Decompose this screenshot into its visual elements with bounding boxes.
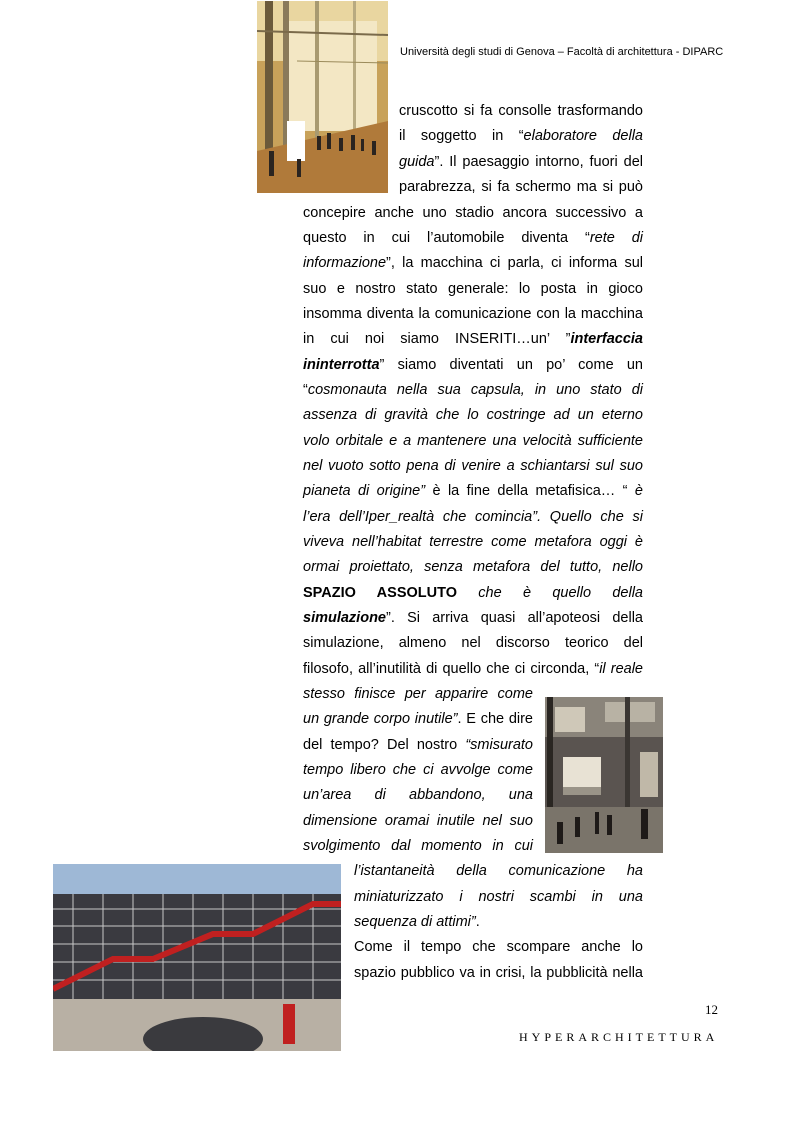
text-line [354, 935, 643, 959]
text-line [303, 251, 643, 275]
text-line [303, 631, 643, 655]
text-run: simulazione, almeno nel discorso teorico del [303, 635, 643, 651]
text-run: stesso finisce per apparire come [303, 686, 533, 702]
text-run: concepire anche uno stadio ancora successivo a [303, 205, 643, 221]
text-run: questo in cui l’automobile diventa “ [303, 230, 590, 246]
text-line [303, 353, 643, 377]
text-line [303, 809, 533, 833]
text-run: parabrezza, si fa schermo ma si può [399, 179, 643, 195]
text-line [303, 505, 643, 529]
text-run: un grande corpo inutile” [303, 711, 458, 727]
text-run: ” siamo diventati un po’ come un [379, 357, 643, 373]
text-run: l’istantaneità della comunicazione ha [354, 863, 643, 879]
text-line [399, 99, 643, 123]
text-run: informazione [303, 255, 387, 271]
text-run: è la fine della metafisica… “ [425, 483, 635, 499]
text-run: ”. Si arriva quasi all’apoteosi della [386, 610, 643, 626]
text-line [303, 834, 533, 858]
page-header: Università degli studi di Genova – Facoltà di architettura - DIPARC [400, 46, 724, 58]
interior-hall-photo [257, 1, 388, 193]
text-line [303, 783, 533, 807]
text-line [303, 277, 643, 301]
text-line [303, 327, 643, 351]
text-run: ”, la macchina ci parla, ci informa sul [386, 255, 643, 271]
text-line [303, 581, 643, 605]
text-line [303, 302, 643, 326]
text-run: interfaccia [570, 331, 643, 347]
text-line [399, 150, 643, 174]
text-run: dimensione oramai inutile nel suo [303, 813, 533, 829]
text-line [303, 758, 533, 782]
text-run: . E che dire [457, 711, 533, 727]
text-run: tempo libero che ci avvolge come [303, 762, 533, 778]
exhibition-space-photo [545, 697, 663, 853]
text-run: “smisurato [465, 737, 533, 753]
text-line [303, 429, 643, 453]
text-run: rete di [589, 230, 643, 246]
text-run: viveva nell’habitat terrestre come metafora oggi è [303, 534, 643, 550]
text-line [303, 707, 533, 731]
text-run: volo orbitale e a mantenere una velocità sufficiente [303, 433, 643, 449]
text-run: suo e nostro stato generale: lo posta in gioco [303, 281, 643, 297]
text-run: in cui noi siamo INSERITI…un’ ” [303, 331, 571, 347]
text-run: un’area di abbandono, una [303, 787, 533, 803]
text-line [303, 403, 643, 427]
text-run: guida [399, 154, 435, 170]
text-line [303, 226, 643, 250]
text-run: elaboratore della [523, 128, 643, 144]
text-run: ininterrotta [303, 357, 380, 373]
text-run: filosofo, all’inutilità di quello che ci circonda, “ [303, 661, 600, 677]
text-run: miniaturizzato i nostri scambi in una [354, 889, 643, 905]
text-run: spazio pubblico va in crisi, la pubblicità nella [354, 965, 643, 981]
text-run: ormai proiettato, senza metafora del tutto, nello [303, 559, 643, 575]
text-line [354, 961, 643, 985]
page-footer: HYPERARCHITETTURA [519, 1030, 719, 1044]
text-run: il reale [599, 661, 643, 677]
text-run: sequenza di attimi” [354, 914, 476, 930]
text-line [354, 910, 643, 934]
text-run: . [475, 914, 480, 930]
text-line [303, 454, 643, 478]
text-run: cruscotto si fa consolle trasformando [399, 103, 643, 119]
text-line [303, 201, 643, 225]
text-line [303, 378, 643, 402]
text-line [354, 885, 643, 909]
text-run: pianeta di origine” [303, 483, 426, 499]
text-run: simulazione [303, 610, 386, 626]
text-run: insomma diventa la comunicazione con la macchina [303, 306, 643, 322]
text-line [399, 124, 643, 148]
text-run: l’era dell’Iper_realtà che comincia”. Quello che si [303, 509, 643, 525]
text-run: svolgimento dal momento in cui [303, 838, 533, 854]
text-run: assenza di gravità che lo costringe ad un eterno [303, 407, 643, 423]
text-run: del tempo? Del nostro [303, 737, 466, 753]
text-run: Come il tempo che scompare anche lo [354, 939, 643, 955]
text-run: cosmonauta nella sua capsula, in uno stato di [307, 382, 643, 398]
text-line [354, 859, 643, 883]
text-line [303, 479, 643, 503]
text-run: nel vuoto sotto pena di venire a schiantarsi sul suo [303, 458, 643, 474]
building-facade-photo [53, 864, 341, 1051]
text-line [399, 175, 643, 199]
text-run: “ [303, 382, 308, 398]
text-line [303, 657, 643, 681]
text-line [303, 733, 533, 757]
text-run: il soggetto in “ [399, 128, 524, 144]
text-line [303, 682, 533, 706]
text-run: è [634, 483, 643, 499]
text-run: SPAZIO ASSOLUTO [303, 585, 457, 601]
text-line [303, 606, 643, 630]
text-line [303, 555, 643, 579]
text-run: ”. Il paesaggio intorno, fuori del [434, 154, 643, 170]
page-number: 12 [705, 1002, 718, 1017]
text-line [303, 530, 643, 554]
text-run: che è quello della [456, 585, 643, 601]
